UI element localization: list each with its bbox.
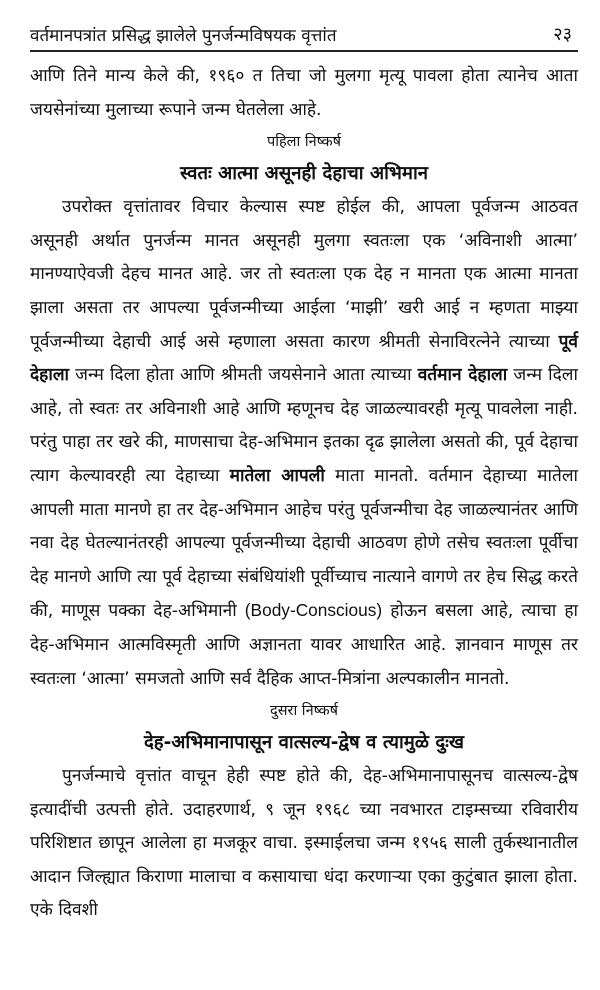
section-1-heading: स्वतः आत्मा असूनही देहाचा अभिमान <box>179 163 429 185</box>
section-1-paragraph <box>30 191 578 696</box>
english-term: (Body-Conscious) <box>244 600 383 621</box>
section-2-heading: देह-अभिमानापासून वात्सल्य-द्वेष व त्यामुळे दुःख <box>143 732 465 754</box>
text-run: उपरोक्त वृत्तांतावर विचार केल्यास स्पष्ट होईल की, आपला पूर्वजन्म आठवत असूनही अर्थात पुनर्जन्म मानत असूनही मुलगा स्वतःला एक ‘अविनाशी आत्मा’ मानण्याऐवजी देहच मानत आहे. जर तो स्वतःला एक देह न मानता एक आत्मा मानता झाला असता तर आपल्या पूर्वजन्मीच्या आईला ‘माझी’ खरी आई न म्हणता माझ्या पूर्वजन्मीच्या देहाची आई असे म्हणाला असता कारण श्रीमती सेनाविरत्नेने त्याच्या <box>30 197 578 352</box>
intro-paragraph: आणि तिने मान्य केले की, १९६० त तिचा जो मुलगा मृत्यू पावला होता त्यानेच आता जयसेनांच्या मुलाच्या रूपाने जन्म घेतलेला आहे. <box>30 66 578 120</box>
text-run: जन्म दिला आहे, तो स्वतः तर अविनाशी आहे आणि म्हणूनच देह जाळल्यावरही मृत्यू पावलेला नाही. परंतु पाहा तर खरे की, माणसाचा देह-अभिमान इतका दृढ झालेला असतो की, पूर्व देहाचा त्याग केल्यावरही त्या देहाच्या <box>30 365 578 486</box>
bold-phrase: मातेला आपली <box>229 465 325 486</box>
text-run: होऊन बसला आहे, त्याचा हा देह-अभिमान आत्मविस्मृती आणि अज्ञानता यावर आधारित आहे. ज्ञानवान माणूस तर स्वतःला ‘आत्मा’ समजतो आणि सर्व दैहिक आप्त-मित्रांना अल्पकालीन मानतो. <box>30 601 578 689</box>
page-number: २३ <box>553 24 572 45</box>
running-title: वर्तमानपत्रांत प्रसिद्ध झालेले पुनर्जन्मविषयक वृत्तांत <box>30 26 337 46</box>
text-run: जन्म दिला होता आणि श्रीमती जयसेनाने आता त्याच्या <box>75 365 412 386</box>
page-header <box>30 0 578 46</box>
section-1-label: पहिला निष्कर्ष <box>266 134 342 151</box>
bold-phrase: पूर्व देहाला <box>30 331 578 386</box>
bold-phrase: वर्तमान देहाला <box>417 365 508 386</box>
section-2-paragraph: पुनर्जन्माचे वृत्तांत वाचून हेही स्पष्ट होते की, देह-अभिमानापासूनच वात्सल्य-द्वेष इत्यादींची उत्पत्ती होते. उदाहरणार्थ, ९ जून १९६८ च्या नवभारत टाइम्सच्या रविवारीय परिशिष्टात छापून आलेला हा मजकूर वाचा. इस्माईलचा जन्म १९५६ साली तुर्कस्थानातील आदान जिल्ह्यात किराणा मालाचा व कसायाचा धंदा करणाऱ्या एका कुटुंबात झाला होता. एके दिवशी <box>30 766 578 921</box>
header-rule <box>30 50 578 52</box>
section-2-label: दुसरा निष्कर्ष <box>270 703 338 720</box>
text-run: माता मानतो. वर्तमान देहाच्या मातेला आपली माता मानणे हा तर देह-अभिमान आहेच परंतु पूर्वजन्मीचा देह जाळल्यानंतर आणि नवा देह घेतल्यानंतरही आपल्या पूर्वजन्मीच्या देहाची आठवण होणे तसेच स्वतःला पूर्वीचा देह मानणे आणि त्या पूर्व देहाच्या संबंधियांशी पूर्वीच्याच नात्याने वागणे तर हेच सिद्ध करते की, माणूस पक्का देह-अभिमानी <box>30 465 579 622</box>
